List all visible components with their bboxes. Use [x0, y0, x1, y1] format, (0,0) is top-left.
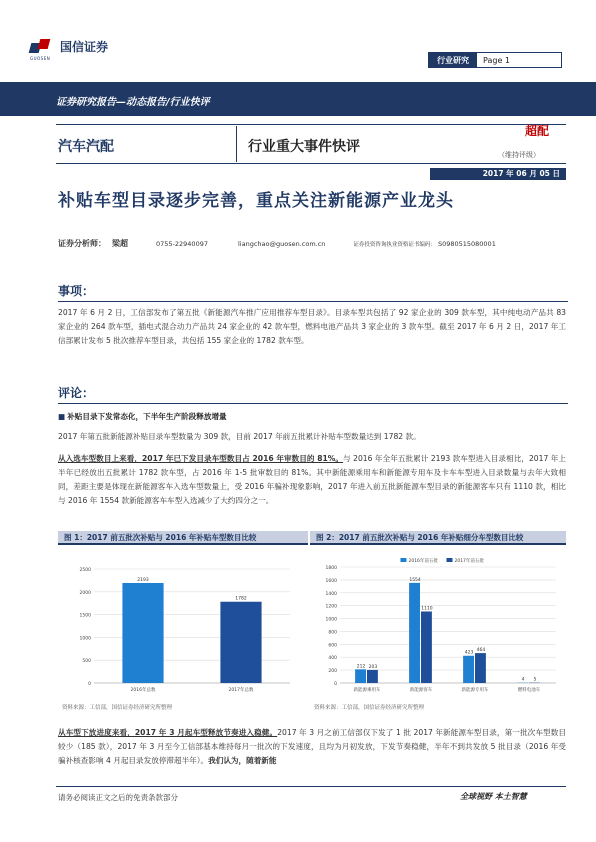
- events-heading: 事项：: [58, 282, 568, 302]
- report-date: 2017 年 06 月 05 日: [430, 168, 566, 180]
- x-tick-label: 燃料电池车: [517, 688, 541, 693]
- report-tag-box: [428, 52, 562, 68]
- figure-1: [58, 531, 308, 711]
- data-label: 1110: [421, 606, 433, 612]
- x-tick-label: 新能源客车: [409, 688, 433, 693]
- comment-heading: 评论：: [58, 384, 568, 404]
- x-tick-label: 新能源乘用车: [353, 688, 381, 693]
- report-label: 行业重大事件快评: [248, 139, 360, 155]
- category-divider: [236, 126, 237, 162]
- y-tick-label: 1000: [79, 636, 91, 642]
- comment-p2-lead: 从入选车型数目上来看，2017 年已下发目录车型数目占 2016 年审数目的 81%。: [58, 454, 344, 463]
- y-tick-label: 2500: [79, 568, 91, 573]
- comment-bullet: ■ 补贴目录下发常态化，下半年生产阶段释放增量: [58, 411, 227, 422]
- y-tick-label: 400: [328, 656, 337, 662]
- bar: [409, 583, 420, 683]
- rating-note: （维持评级）: [498, 151, 540, 159]
- bar: [421, 611, 432, 683]
- figure-2: [310, 531, 566, 711]
- report-tag: 行业研究: [429, 53, 477, 67]
- legend-label: 2017年前五批: [454, 559, 484, 564]
- footer-divider: [56, 786, 566, 787]
- header-bar: [0, 82, 596, 116]
- y-tick-label: 1000: [325, 617, 337, 623]
- x-tick-label: 2017年总数: [228, 688, 254, 693]
- bar: [367, 670, 378, 683]
- logo-sub: GUOSEN: [30, 56, 51, 61]
- report-type: 证券研究报告—动态报告/行业快评: [56, 97, 210, 108]
- comment-p3-tail: 我们认为，随着新能: [208, 756, 277, 765]
- bar: [475, 653, 486, 683]
- figure-1-source: 资料来源：工信部，国信证券经济研究所整理: [62, 705, 173, 711]
- figure-2-source: 资料来源：工信部，国信证券经济研究所整理: [314, 705, 425, 711]
- bar: [220, 602, 261, 683]
- page-title: 补贴车型目录逐步完善，重点关注新能源产业龙头: [58, 191, 454, 211]
- y-tick-label: 600: [328, 643, 337, 649]
- y-tick-label: 1200: [325, 604, 337, 610]
- y-tick-label: 1800: [325, 566, 337, 571]
- y-tick-label: 2000: [79, 590, 91, 596]
- figure-1-chart: [58, 545, 308, 701]
- data-label: 1554: [409, 577, 421, 583]
- y-tick-label: 1600: [325, 578, 337, 584]
- data-label: 423: [464, 650, 474, 656]
- comment-p2-rest: 与 2016 年全年五批累计 2193 款车型进入目录相比，2017 年上半年已经放出五批累计 1782 款车型，占 2016 年 1-5 批审数目的 81%。其中新能源乘用车和新能源专用车及卡车车型进入目录数量与去年大致相同，差距主要是体现在新能源客车入选车型数量上，受 2016 年骗补现象影响，2017 年进入前五批新能源车型目录的新能源客车只有 1110 款，相比与 2016 年 1554 款新能源客车车型入选减少了大约四分之一。: [58, 454, 566, 505]
- analyst-row: [58, 238, 568, 249]
- analyst-label: 证券分析师：: [58, 239, 106, 248]
- y-tick-label: 1400: [325, 591, 337, 597]
- comment-p3: [58, 726, 566, 768]
- x-tick-label: 2016年总数: [130, 688, 156, 693]
- logo-name: 国信证券: [60, 40, 109, 54]
- bar: [122, 583, 163, 683]
- comment-p1: 2017 年第五批新能源补贴目录车型数量为 309 款，目前 2017 年前五批累计补贴车型数量达到 1782 款。: [58, 432, 421, 441]
- legend-swatch: [446, 558, 452, 562]
- comment-p3-lead: 从车型下放进度来看，2017 年 3 月起车型释放节奏进入稳健。: [58, 728, 278, 737]
- analyst-phone: 0755-22940097: [156, 240, 208, 248]
- legend-swatch: [400, 558, 406, 562]
- company-logo: [30, 38, 108, 55]
- cert-number: S0980515080001: [437, 240, 496, 248]
- figure-1-title: 图 1：2017 前五批次补贴与 2016 年补贴车型数目比较: [58, 531, 308, 545]
- page-number: Page 1: [483, 55, 510, 65]
- bar: [463, 656, 474, 683]
- bar: [355, 669, 366, 683]
- figure-2-chart: [310, 545, 566, 701]
- x-tick-label: 新能源专用车: [461, 688, 489, 693]
- data-label: 464: [476, 648, 486, 654]
- y-tick-label: 0: [88, 682, 91, 687]
- rating: 超配: [525, 124, 550, 138]
- comment-p3-rest: 2017 年 3 月之前工信部仅下发了 1 批 2017 年新能源车型目录，第一批次车型数目较少（185 款），2017 年 3 月至今工信部基本维持每月一批次的下发速度，且均为月初发放，下发节奏稳健，半年不到共发放 5 批目录（2016 年受骗补核查影响 4 月起目录发放停滞超半年）。: [58, 728, 566, 765]
- analyst-email[interactable]: liangchao@guosen.com.cn: [237, 240, 326, 248]
- figure-2-title: 图 2：2017 前五批次补贴与 2016 年补贴细分车型数目比较: [310, 531, 566, 545]
- y-tick-label: 0: [334, 682, 337, 687]
- logo-mark-icon: [30, 39, 54, 55]
- data-label: 203: [368, 664, 378, 670]
- events-text: 2017 年 6 月 2 日，工信部发布了第五批《新能源汽车推广应用推荐车型目录》。目录车型共包括了 92 家企业的 309 款车型，其中纯电动产品共 83 家企业的 264 款车型，插电式混合动力产品共 24 家企业的 42 款车型，燃料电池产品共 3 家企业的 3 款车型。截至 2017 年 6 月 2 日，2017 年工信部累计发布 5 批次推荐车型目录，共包括 155 家企业的 1782 款车型。: [58, 308, 566, 345]
- y-tick-label: 500: [82, 659, 91, 665]
- y-tick-label: 200: [328, 669, 337, 675]
- legend-label: 2016年前五批: [408, 559, 438, 564]
- data-label: 212: [356, 664, 366, 670]
- data-label: 4: [521, 677, 525, 683]
- data-label: 5: [533, 677, 537, 683]
- analyst-name: 梁超: [112, 239, 128, 248]
- data-label: 1782: [235, 596, 247, 602]
- industry-label: 汽车汽配: [58, 139, 114, 155]
- cert-label: 证券投资咨询执业资格证书编码：: [353, 242, 436, 248]
- y-tick-label: 800: [328, 630, 337, 636]
- comment-p2: [58, 452, 566, 508]
- data-label: 2193: [137, 577, 149, 583]
- footer-disclaimer: 请务必阅读正文之后的免责条款部分: [58, 793, 178, 802]
- footer-slogan: 全球视野 本土智慧: [460, 792, 527, 801]
- y-tick-label: 1500: [79, 613, 91, 619]
